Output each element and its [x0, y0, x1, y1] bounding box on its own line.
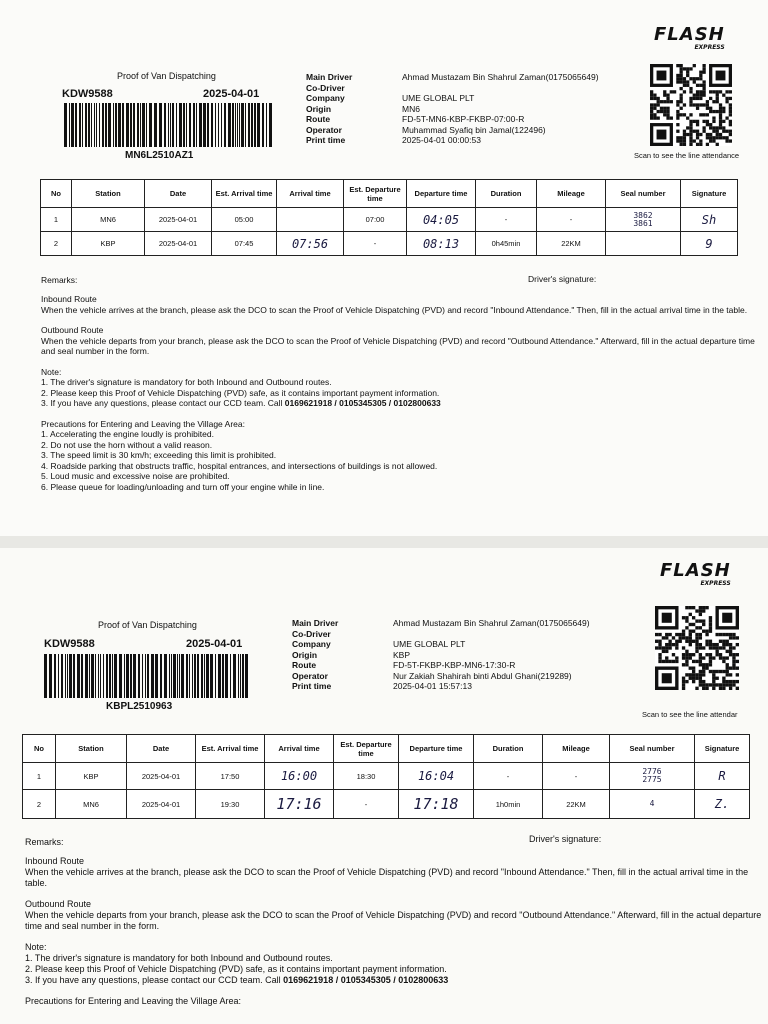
cell-est-departure: - [344, 232, 407, 256]
precautions-title: Precautions for Entering and Leaving the Village Area: [41, 418, 245, 429]
note-3-text: 3. If you have any questions, please contact our CCD team. Call [41, 398, 285, 408]
cell-station: MN6 [56, 790, 127, 819]
flash-express-logo: FLASH EXPRESS [660, 560, 731, 587]
note-1: 1. The driver's signature is mandatory for both Inbound and Outbound routes. [41, 377, 332, 387]
co-driver-value [393, 629, 590, 640]
note-1: 1. The driver's signature is mandatory for both Inbound and Outbound routes. [25, 953, 333, 963]
cell-mileage: - [537, 208, 606, 232]
outbound-title: Outbound Route [41, 325, 104, 335]
seal-value-1: 2776 [642, 767, 662, 776]
note-3 [41, 398, 761, 409]
info-labels [292, 618, 338, 692]
cell-mileage: - [543, 763, 610, 790]
pvd-title: Proof of Van Dispatching [117, 71, 216, 81]
cell-station: KBP [56, 763, 127, 790]
note-title: Note: [25, 942, 47, 952]
cell-date: 2025-04-01 [127, 763, 196, 790]
cell-duration: - [476, 208, 537, 232]
cell-station: MN6 [72, 208, 145, 232]
ccd-phones[interactable]: 0169621918 / 0105345305 / 0102800633 [283, 975, 449, 985]
cell-duration: - [474, 763, 543, 790]
cell-est-departure: 18:30 [334, 763, 399, 790]
cell-duration: 1h0min [474, 790, 543, 819]
cell-date: 2025-04-01 [145, 208, 212, 232]
pvd-title: Proof of Van Dispatching [98, 620, 197, 630]
info-values [393, 618, 590, 692]
cell-departure[interactable]: 17:18 [399, 790, 474, 819]
cell-est-arrival: 19:30 [196, 790, 265, 819]
col-signature: Signature [681, 180, 738, 208]
col-station: Station [72, 180, 145, 208]
precaution-3: 3. The speed limit is 30 km/h; exceeding this limit is prohibited. [41, 450, 277, 460]
company-value: UME GLOBAL PLT [402, 93, 475, 103]
cell-est-arrival: 17:50 [196, 763, 265, 790]
col-departure: Departure time [407, 180, 476, 208]
main-driver-value: Ahmad Mustazam Bin Shahrul Zaman(0175065649) [402, 72, 599, 82]
barcode-text: MN6L2510AZ1 [125, 150, 194, 161]
dispatch-table [22, 734, 750, 819]
cell-no: 1 [23, 763, 56, 790]
cell-seal[interactable] [606, 208, 681, 232]
cell-departure[interactable]: 16:04 [399, 763, 474, 790]
col-arrival: Arrival time [265, 735, 334, 763]
driver-signature-label: Driver's signature: [528, 274, 597, 284]
seal-value-2: 2775 [642, 775, 662, 784]
instructions-block [41, 294, 761, 492]
col-est-departure: Est. Departure time [344, 180, 407, 208]
scan-caption: Scan to see the line attendance [634, 151, 740, 160]
table-row [41, 208, 738, 232]
inbound-text: When the vehicle arrives at the branch, please ask the DCO to scan the Proof of Vehicle Dispatching (PVD) and record "Inbound Attendance." Then, fill in the actual arrival time in the table. [25, 867, 749, 888]
cell-no: 2 [23, 790, 56, 819]
dispatch-date: 2025-04-01 [186, 638, 243, 650]
info-labels [306, 72, 352, 146]
label-co-driver: Co-Driver [306, 82, 345, 93]
dispatch-date: 2025-04-01 [203, 88, 260, 100]
cell-seal[interactable] [610, 763, 695, 790]
outbound-text: When the vehicle departs from your branch, please ask the DCO to scan the Proof of Vehicle Dispatching (PVD) and record "Outbound Attendance." Afterward, fill in the actual departure time and seal number in the form. [25, 910, 762, 931]
col-seal: Seal number [606, 180, 681, 208]
qr-code[interactable] [655, 606, 739, 690]
cell-signature[interactable]: Sh [681, 208, 738, 232]
outbound-text: When the vehicle departs from your branch, please ask the DCO to scan the Proof of Vehicle Dispatching (PVD) and record "Outbound Attendance." Afterward, fill in the actual departure time and seal number in the form. [41, 335, 755, 356]
scan-caption: Scan to see the line attendar [642, 710, 738, 719]
cell-station: KBP [72, 232, 145, 256]
cell-arrival[interactable] [277, 208, 344, 232]
cell-seal[interactable] [606, 232, 681, 256]
remarks-label: Remarks: [41, 275, 78, 285]
col-date: Date [145, 180, 212, 208]
remarks-label: Remarks: [25, 837, 64, 847]
cell-no: 1 [41, 208, 72, 232]
col-mileage: Mileage [543, 735, 610, 763]
barcode-text: KBPL2510963 [106, 701, 173, 712]
label-origin: Origin [306, 103, 332, 114]
cell-seal[interactable] [610, 790, 695, 819]
cell-est-arrival: 05:00 [212, 208, 277, 232]
precaution-4: 4. Roadside parking that obstructs traffic, hospital entrances, and intersections of buildings is not allowed. [41, 460, 438, 471]
cell-date: 2025-04-01 [145, 232, 212, 256]
label-company: Company [292, 639, 331, 649]
co-driver-value [402, 83, 599, 94]
col-duration: Duration [476, 180, 537, 208]
label-origin: Origin [292, 649, 318, 660]
label-route: Route [306, 114, 331, 124]
cell-departure[interactable]: 04:05 [407, 208, 476, 232]
origin-value: MN6 [402, 103, 420, 114]
label-company: Company [306, 93, 345, 103]
note-3-text: 3. If you have any questions, please contact our CCD team. Call [25, 975, 284, 985]
qr-pattern-icon [655, 606, 739, 690]
col-date: Date [127, 735, 196, 763]
note-title: Note: [41, 366, 62, 377]
note-2: 2. Please keep this Proof of Vehicle Dispatching (PVD) safe, as it contains important payment information. [41, 387, 440, 398]
inbound-text: When the vehicle arrives at the branch, please ask the DCO to scan the Proof of Vehicle Dispatching (PVD) and record "Inbound Attendance." Then, fill in the actual arrival time in the table. [41, 304, 748, 315]
seal-value-1: 4 [649, 799, 655, 808]
col-mileage: Mileage [537, 180, 606, 208]
qr-pattern-icon [650, 64, 732, 146]
table-row [41, 232, 738, 256]
vehicle-plate: KDW9588 [44, 638, 95, 650]
ccd-phones[interactable]: 0169621918 / 0105345305 / 0102800633 [284, 398, 441, 408]
route-value: FD-5T-FKBP-KBP-MN6-17:30-R [393, 660, 516, 670]
cell-no: 2 [41, 232, 72, 256]
label-print-time: Print time [306, 135, 346, 145]
cell-est-departure: 07:00 [344, 208, 407, 232]
label-main-driver: Main Driver [292, 618, 339, 628]
page-gap [0, 536, 768, 548]
company-value: UME GLOBAL PLT [393, 639, 466, 649]
cell-date: 2025-04-01 [127, 790, 196, 819]
precaution-2: 2. Do not use the horn without a valid reason. [41, 439, 213, 450]
col-arrival: Arrival time [277, 180, 344, 208]
info-values [402, 72, 599, 146]
cell-mileage: 22KM [537, 232, 606, 256]
precaution-1: 1. Accelerating the engine loudly is prohibited. [41, 429, 214, 439]
flash-express-logo: FLASH EXPRESS [654, 24, 725, 51]
route-value: FD-5T-MN6-KBP-FKBP-07:00-R [402, 114, 525, 124]
print-time-value: 2025-04-01 00:00:53 [402, 135, 481, 145]
outbound-title: Outbound Route [25, 899, 92, 909]
col-station: Station [56, 735, 127, 763]
label-route: Route [292, 660, 317, 670]
cell-est-arrival: 07:45 [212, 232, 277, 256]
cell-signature[interactable]: Z. [695, 790, 750, 819]
col-duration: Duration [474, 735, 543, 763]
note-2: 2. Please keep this Proof of Vehicle Dispatching (PVD) safe, as it contains important payment information. [25, 964, 447, 974]
precaution-6: 6. Please queue for loading/unloading and turn off your engine while in line. [41, 481, 325, 492]
cell-arrival[interactable]: 17:16 [265, 790, 334, 819]
label-operator: Operator [292, 670, 328, 681]
cell-signature[interactable]: R [695, 763, 750, 790]
origin-value: KBP [393, 649, 411, 660]
seal-value-2: 3861 [633, 218, 653, 228]
label-print-time: Print time [292, 681, 332, 691]
note-3 [25, 975, 765, 986]
print-time-value: 2025-04-01 15:57:13 [393, 681, 472, 691]
main-driver-value: Ahmad Mustazam Bin Shahrul Zaman(0175065649) [393, 618, 590, 628]
inbound-title: Inbound Route [41, 294, 97, 304]
inbound-title: Inbound Route [25, 856, 85, 866]
label-operator: Operator [306, 124, 342, 135]
seal-value-1: 3862 [633, 210, 653, 220]
label-co-driver: Co-Driver [292, 628, 331, 639]
pvd-sheet-2 [0, 548, 768, 1024]
label-main-driver: Main Driver [306, 72, 353, 82]
vehicle-plate: KDW9588 [62, 88, 113, 100]
col-no: No [41, 180, 72, 208]
cell-arrival[interactable]: 07:56 [277, 232, 344, 256]
cell-arrival[interactable]: 16:00 [265, 763, 334, 790]
table-row [23, 790, 750, 819]
cell-departure[interactable]: 08:13 [407, 232, 476, 256]
precaution-5: 5. Loud music and excessive noise are prohibited. [41, 471, 230, 481]
cell-duration: 0h45min [476, 232, 537, 256]
dispatch-table [40, 179, 738, 256]
barcode [64, 103, 274, 147]
qr-code[interactable] [650, 64, 732, 146]
operator-value: Nur Zakiah Shahirah binti Abdul Ghani(219289) [393, 670, 572, 681]
col-seal: Seal number [610, 735, 695, 763]
col-no: No [23, 735, 56, 763]
col-signature: Signature [695, 735, 750, 763]
col-departure: Departure time [399, 735, 474, 763]
precautions-title: Precautions for Entering and Leaving the Village Area: [25, 996, 241, 1006]
col-est-departure: Est. Departure time [334, 735, 399, 763]
col-est-arrival: Est. Arrival time [196, 735, 265, 763]
operator-value: Muhammad Syafiq bin Jamal(122496) [402, 124, 546, 135]
driver-signature-label: Driver's signature: [529, 834, 602, 844]
col-est-arrival: Est. Arrival time [212, 180, 277, 208]
cell-signature[interactable]: 9 [681, 232, 738, 256]
cell-mileage: 22KM [543, 790, 610, 819]
instructions-block [25, 856, 765, 1007]
cell-est-departure: - [334, 790, 399, 819]
barcode [44, 654, 250, 698]
table-row [23, 763, 750, 790]
